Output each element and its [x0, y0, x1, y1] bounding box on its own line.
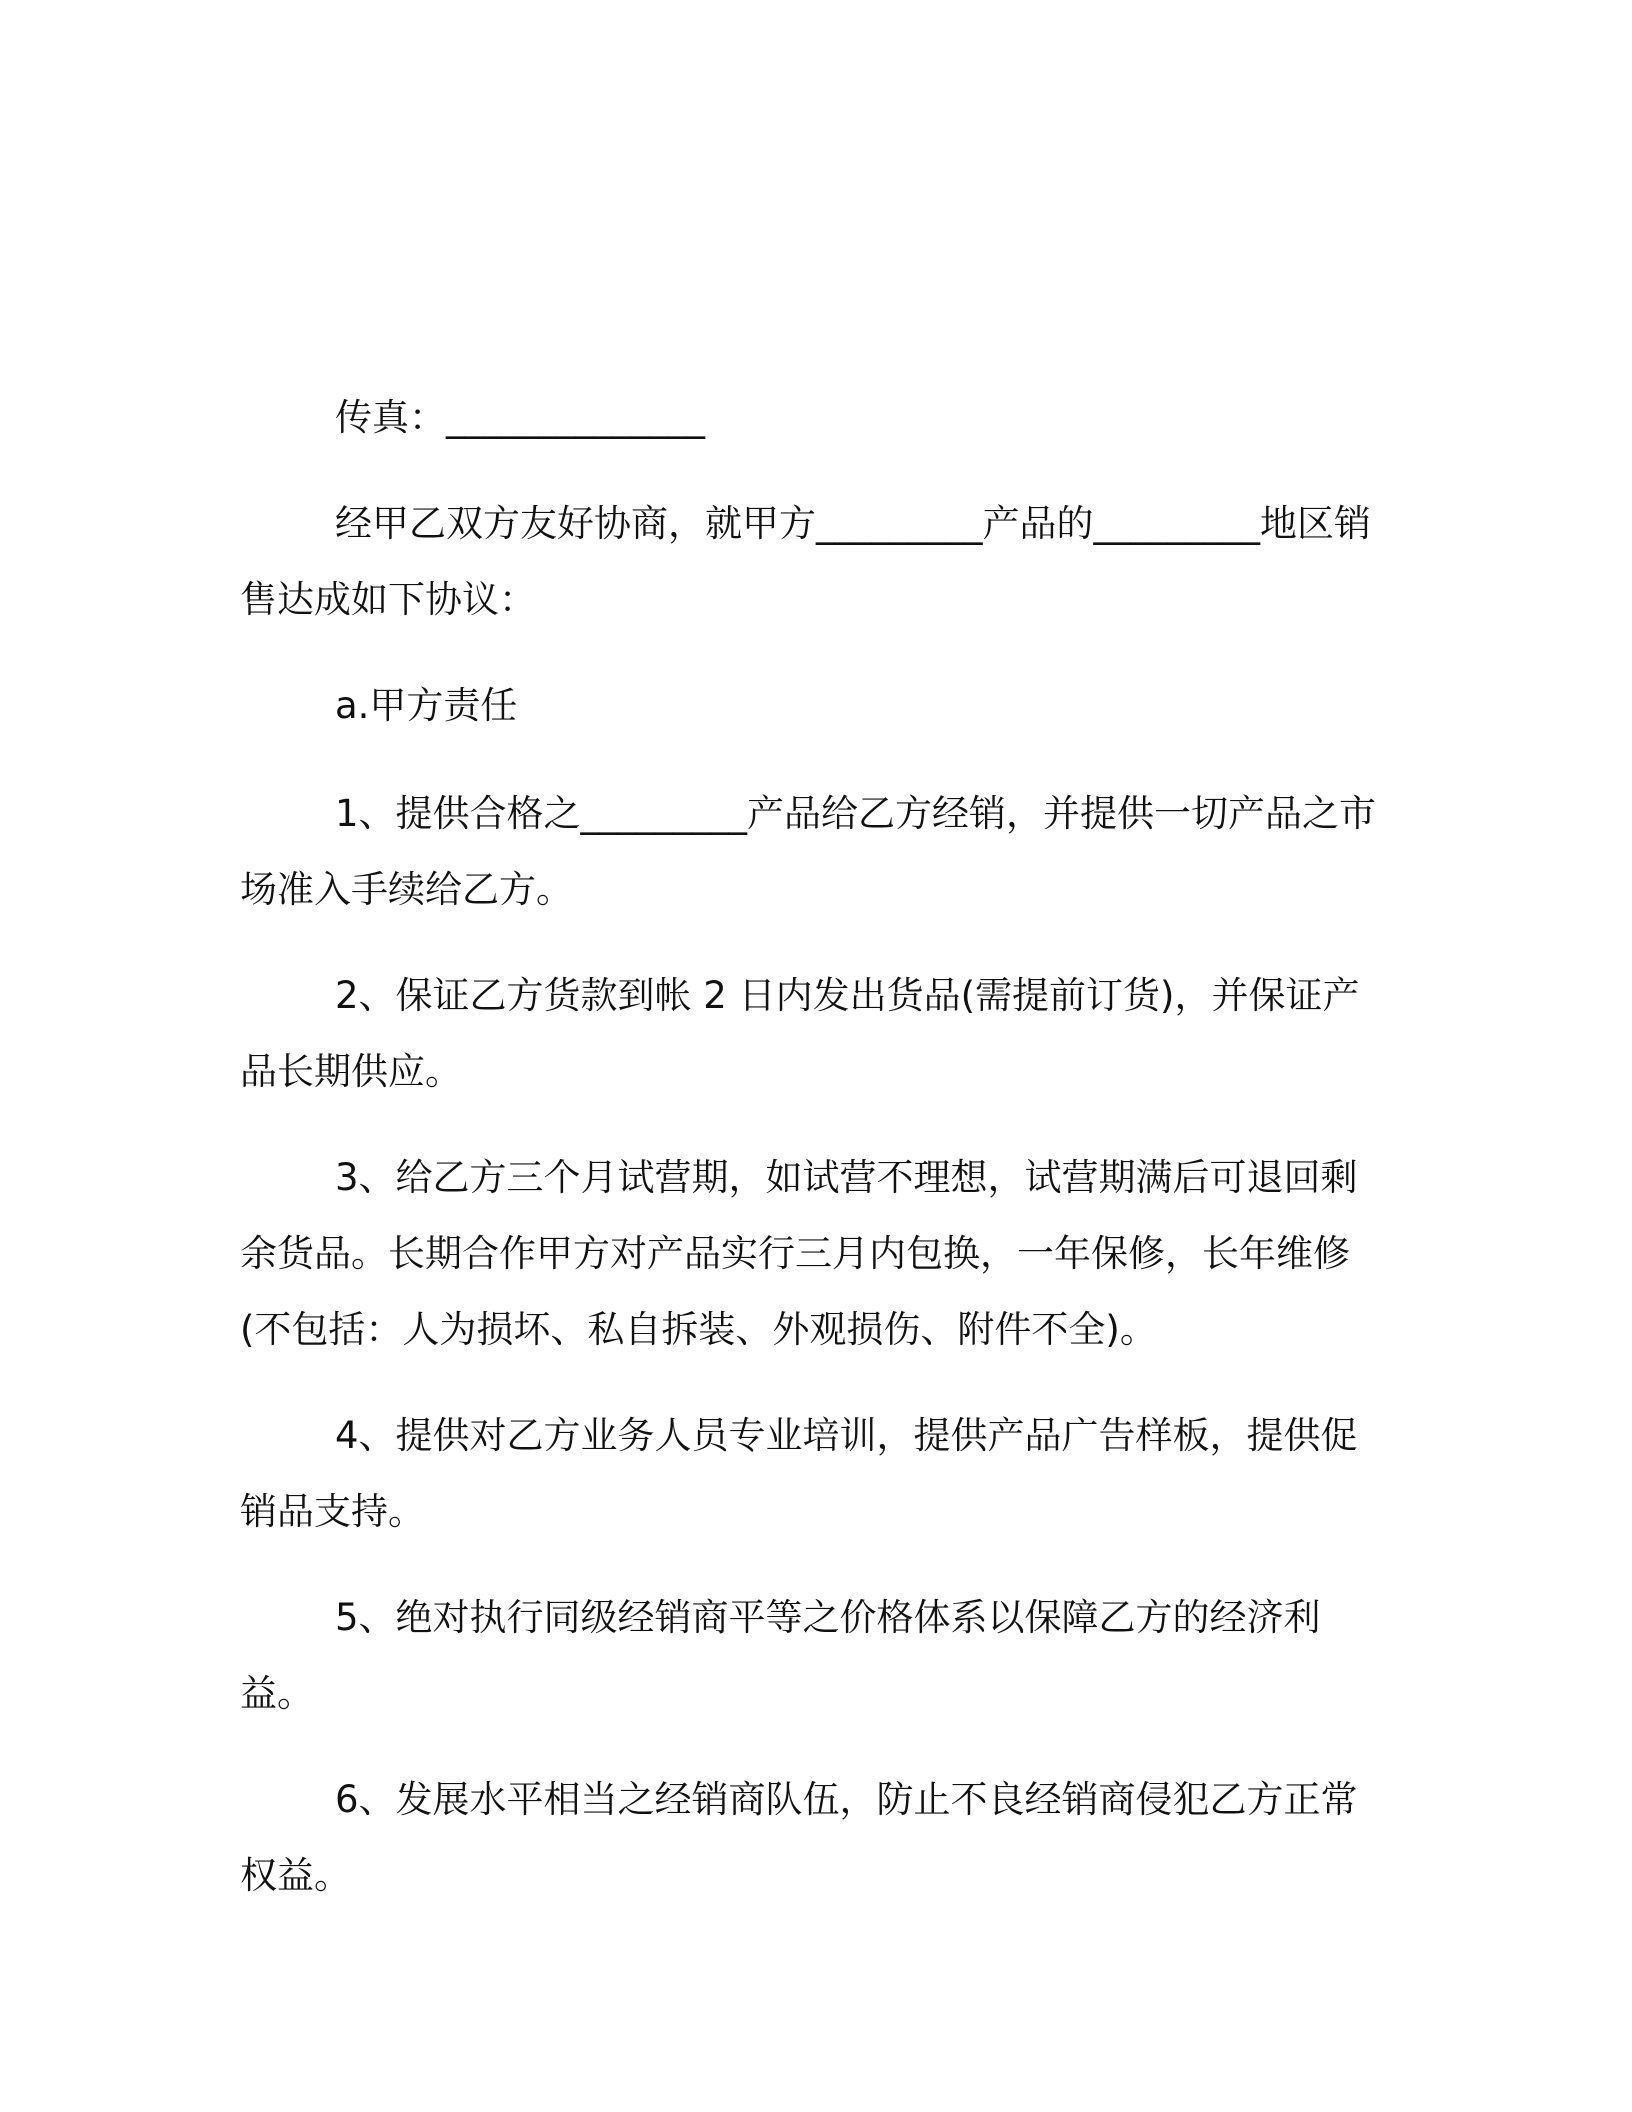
clause-4: 4、提供对乙方业务人员专业培训，提供产品广告样板，提供促销品支持。 [240, 1414, 1358, 1533]
intro-paragraph: 经甲乙双方友好协商，就甲方_________产品的_________地区销售达成如下协议： [240, 502, 1371, 621]
clause-6: 6、发展水平相当之经销商队伍，防止不良经销商侵犯乙方正常权益。 [240, 1778, 1358, 1897]
clause-2: 2、保证乙方货款到帐 2 日内发出货品(需提前订货)，并保证产品长期供应。 [240, 974, 1360, 1093]
document-body [240, 380, 1380, 1944]
section-a-heading: a.甲方责任 [335, 684, 518, 727]
fax-line: 传真：______________ [335, 396, 705, 439]
clause-3: 3、给乙方三个月试营期，如试营不理想，试营期满后可退回剩余货品。长期合作甲方对产品实行三月内包换，一年保修，长年维修(不包括：人为损坏、私自拆装、外观损伤、附件不全)。 [240, 1156, 1358, 1351]
clause-1: 1、提供合格之_________产品给乙方经销，并提供一切产品之市场准入手续给乙方。 [240, 792, 1377, 911]
clause-5: 5、绝对执行同级经销商平等之价格体系以保障乙方的经济利益。 [240, 1596, 1321, 1715]
